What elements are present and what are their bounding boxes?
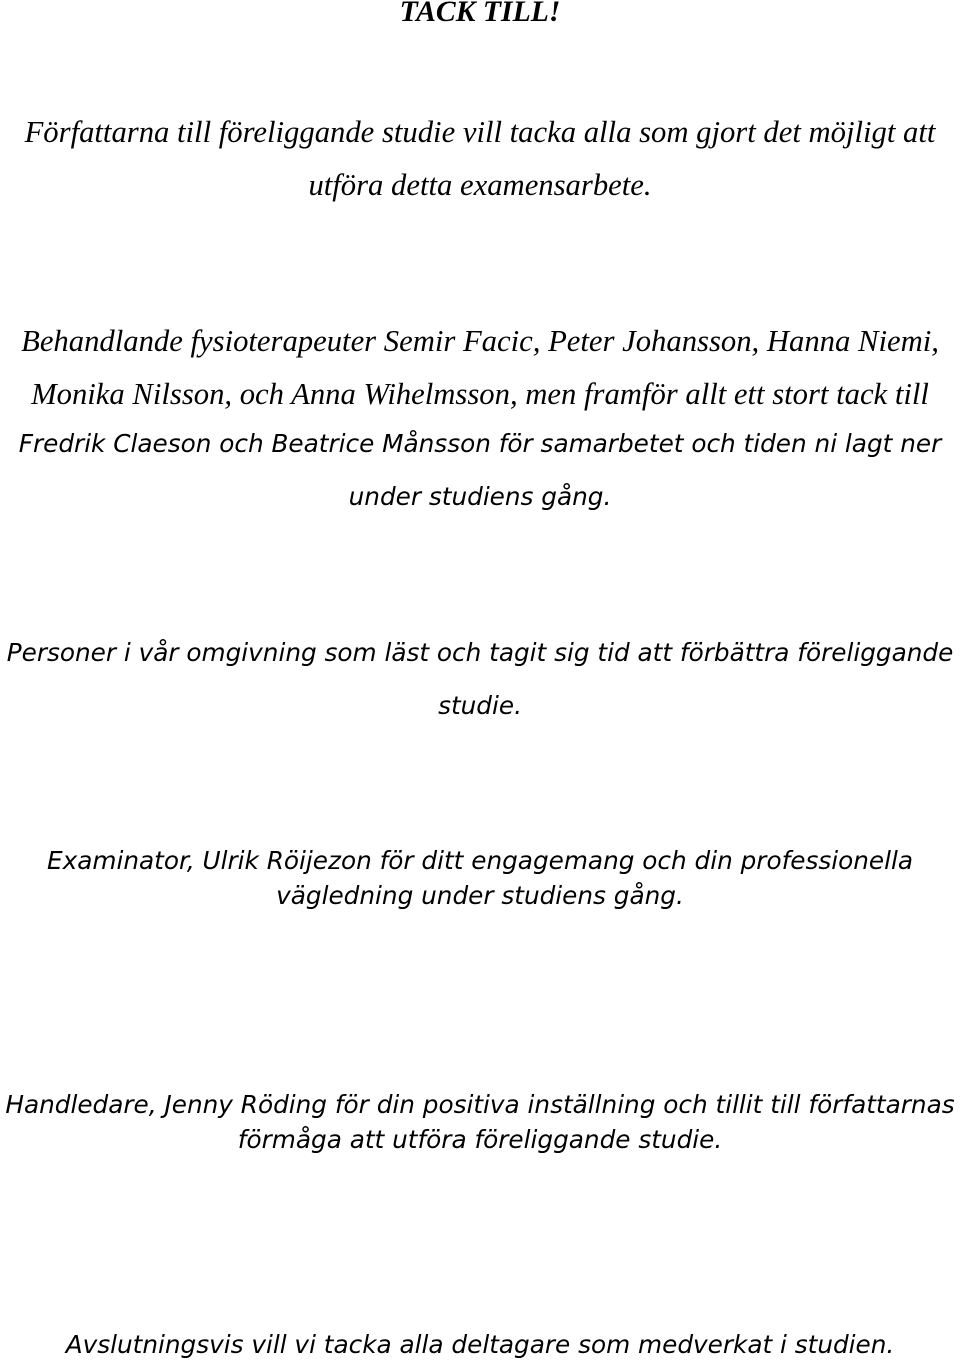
- paragraph-line: vägledning under studiens gång.: [276, 881, 684, 910]
- paragraph-line: Examinator, Ulrik Röijezon för ditt engagemang och din professionella: [46, 846, 913, 875]
- paragraph-line: Behandlande fysioterapeuter Semir Facic, Peter Johansson, Hanna Niemi,: [21, 324, 939, 358]
- paragraph-line: Avslutningsvis vill vi tacka alla deltagare som medverkat i studien.: [65, 1330, 895, 1359]
- paragraph-line: förmåga att utföra föreliggande studie.: [237, 1125, 723, 1154]
- page-heading: TACK TILL!: [399, 0, 561, 28]
- paragraph-line: Handledare, Jenny Röding för din positiva inställning och tillit till författarnas: [5, 1090, 955, 1119]
- paragraph-line: Monika Nilsson, och Anna Wihelmsson, men framför allt ett stort tack till: [31, 377, 929, 411]
- paragraph-line: Fredrik Claeson och Beatrice Månsson för samarbetet och tiden ni lagt ner: [18, 429, 942, 458]
- paragraph-line: Författarna till föreliggande studie vill tacka alla som gjort det möjligt att: [24, 115, 936, 149]
- paragraph-line: studie.: [438, 691, 522, 720]
- paragraph-line: Personer i vår omgivning som läst och tagit sig tid att förbättra föreliggande: [6, 638, 954, 667]
- paragraph-line: utföra detta examensarbete.: [308, 168, 652, 202]
- paragraph-line: under studiens gång.: [348, 482, 612, 511]
